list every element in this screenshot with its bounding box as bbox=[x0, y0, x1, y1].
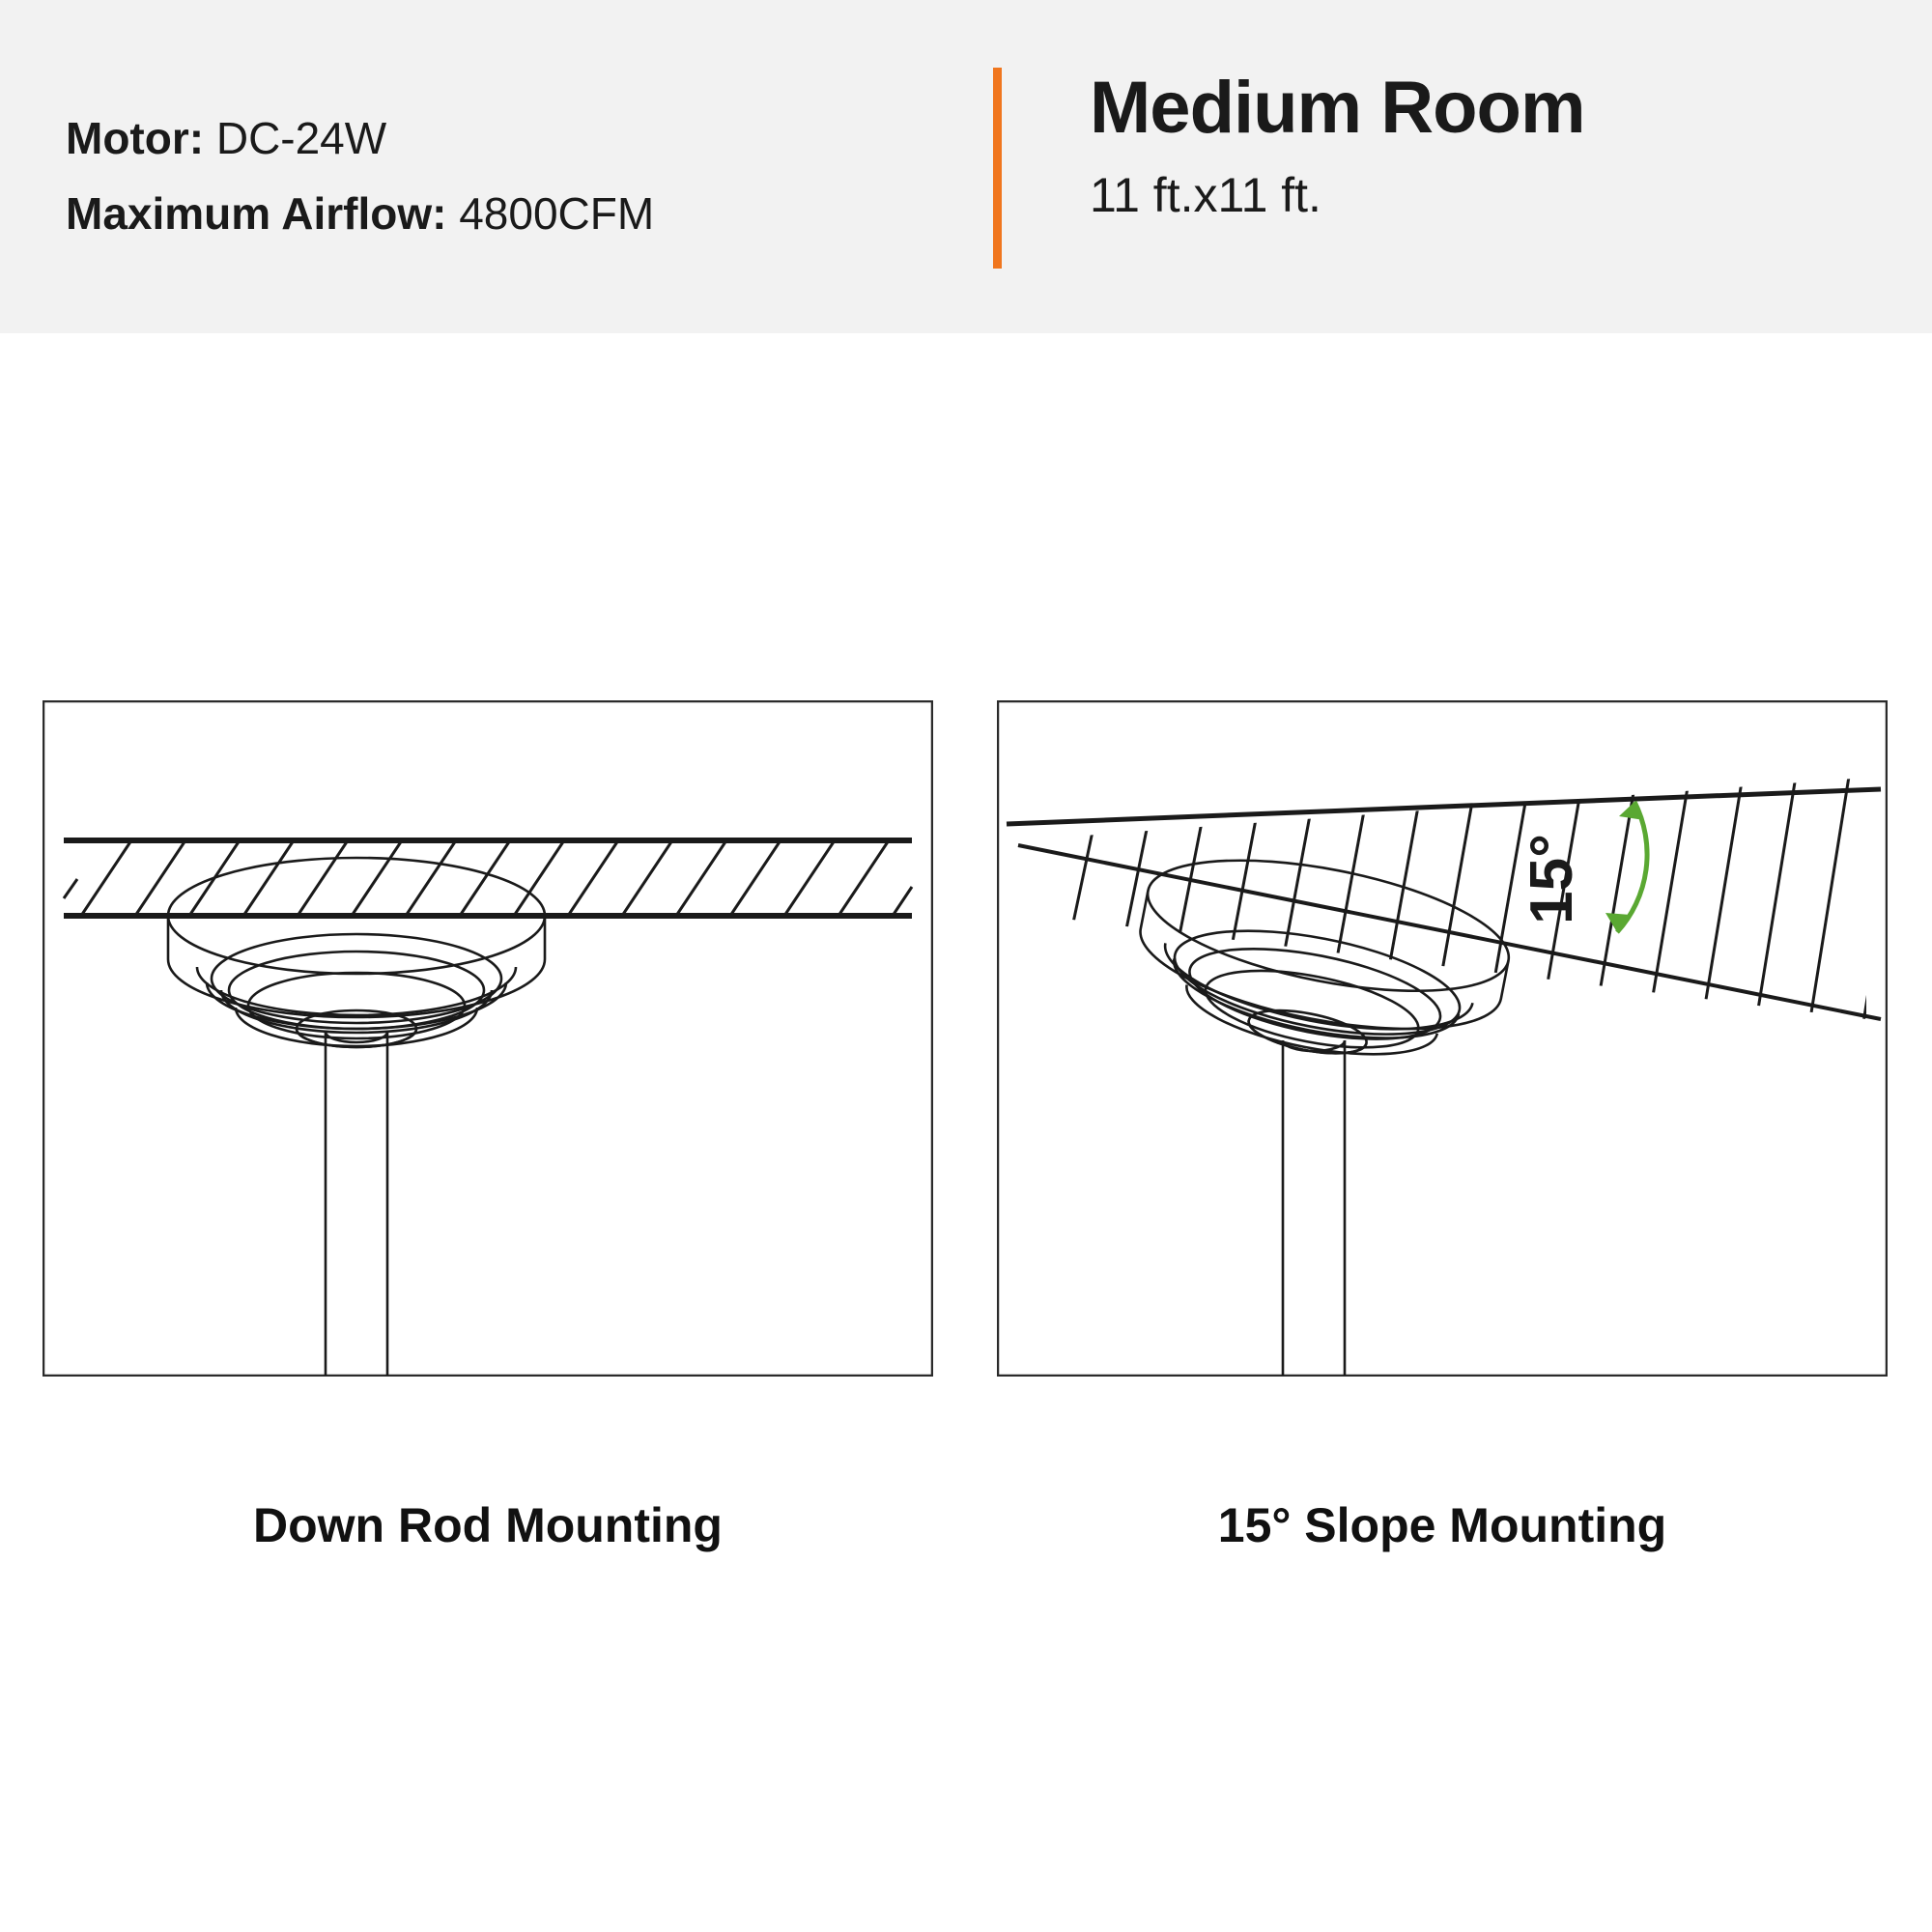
spec-motor-value: DC-24W bbox=[215, 113, 387, 163]
ceiling-slab bbox=[64, 840, 912, 916]
panel-border bbox=[998, 701, 1887, 1376]
spec-airflow-value: 4800CFM bbox=[459, 188, 655, 239]
slope-mounting-illustration bbox=[997, 700, 1888, 1377]
panel-border bbox=[43, 701, 932, 1376]
diagram-downrod-mounting bbox=[43, 700, 933, 1377]
room-size-block bbox=[1090, 64, 1585, 230]
caption-slope-mounting: 15° Slope Mounting bbox=[1217, 1498, 1667, 1552]
downrod-mounting-illustration bbox=[43, 700, 933, 1377]
header-vertical-divider bbox=[993, 68, 1002, 269]
slope-angle-label: 15° bbox=[1519, 834, 1585, 924]
spec-motor bbox=[66, 100, 935, 176]
header-inner bbox=[0, 0, 1932, 333]
spec-airflow bbox=[66, 176, 935, 251]
diagram-slope-mounting bbox=[997, 700, 1888, 1377]
mounting-diagrams bbox=[0, 333, 1932, 1932]
spec-airflow-label: Maximum Airflow: bbox=[66, 188, 447, 239]
caption-downrod-mounting: Down Rod Mounting bbox=[253, 1498, 723, 1552]
room-title: Medium Room bbox=[1090, 67, 1585, 149]
spec-list bbox=[66, 100, 935, 251]
spec-motor-label: Motor: bbox=[66, 113, 205, 163]
room-dimensions: 11 ft.x11 ft. bbox=[1090, 168, 1321, 222]
spec-header-band bbox=[0, 0, 1932, 333]
